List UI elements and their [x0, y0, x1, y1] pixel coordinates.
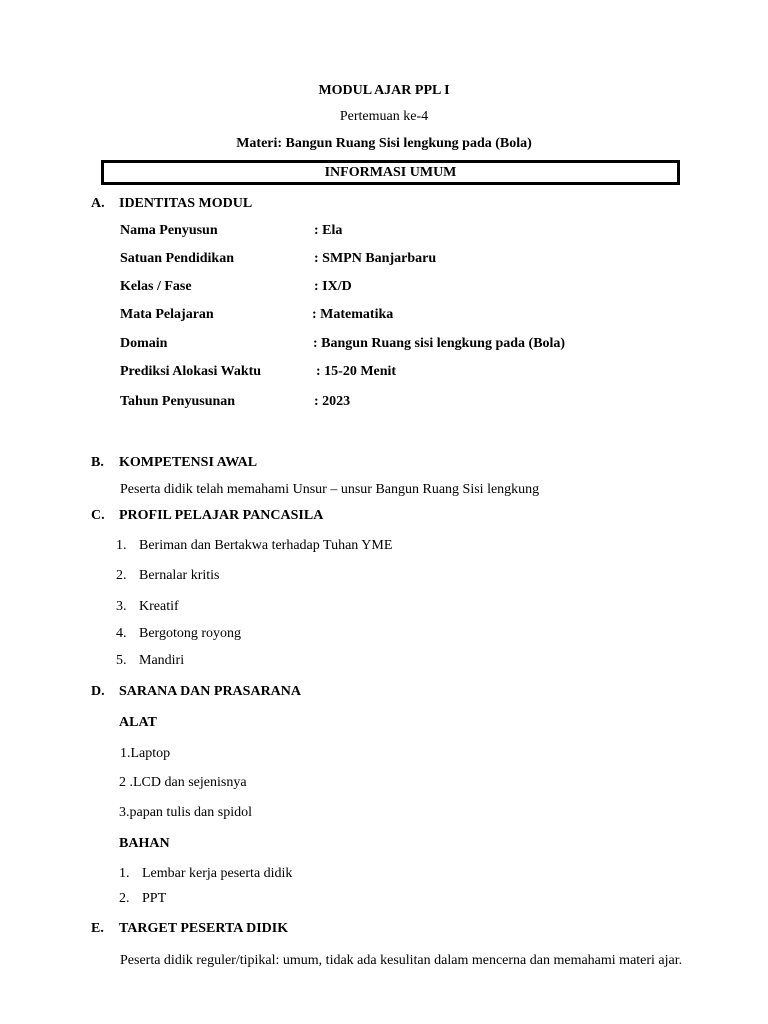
identity-value: : 15-20 Menit: [316, 364, 397, 379]
identity-value: : IX/D: [314, 279, 352, 294]
identity-value: : Matematika: [312, 307, 394, 322]
identity-label: Mata Pelajaran: [120, 307, 214, 322]
list-number: 5.: [116, 653, 127, 668]
document-title: MODUL AJAR PPL I: [318, 83, 450, 98]
list-item: Beriman dan Bertakwa terhadap Tuhan YME: [139, 538, 393, 553]
section-title: SARANA DAN PRASARANA: [119, 684, 302, 699]
section-letter: D.: [91, 684, 105, 699]
list-number: 1.: [119, 866, 130, 881]
list-number: 4.: [116, 626, 127, 641]
section-letter: C.: [91, 508, 105, 523]
list-item: PPT: [142, 891, 167, 906]
identity-label: Nama Penyusun: [120, 223, 218, 238]
list-number: 2.: [116, 568, 127, 583]
section-letter: A.: [91, 196, 105, 211]
list-item: Bernalar kritis: [139, 568, 220, 583]
alat-item: 2 .LCD dan sejenisnya: [119, 775, 247, 790]
section-text: Peserta didik reguler/tipikal: umum, tidak ada kesulitan dalam mencerna dan memahami materi ajar.: [120, 953, 683, 968]
alat-item: 1.Laptop: [120, 746, 171, 761]
list-item: Bergotong royong: [139, 626, 242, 641]
informasi-umum-box: INFORMASI UMUM: [101, 160, 680, 185]
identity-label: Satuan Pendidikan: [120, 251, 234, 266]
section-letter: B.: [91, 455, 104, 470]
identity-label: Kelas / Fase: [120, 279, 192, 294]
section-title: IDENTITAS MODUL: [119, 196, 253, 211]
list-number: 1.: [116, 538, 127, 553]
section-title: PROFIL PELAJAR PANCASILA: [119, 508, 324, 523]
identity-value: : SMPN Banjarbaru: [314, 251, 437, 266]
list-item: Lembar kerja peserta didik: [142, 866, 293, 881]
list-number: 3.: [116, 599, 127, 614]
identity-label: Prediksi Alokasi Waktu: [120, 364, 262, 379]
bahan-heading: BAHAN: [119, 836, 170, 851]
identity-label: Tahun Penyusunan: [120, 394, 236, 409]
section-text: Peserta didik telah memahami Unsur – unsur Bangun Ruang Sisi lengkung: [120, 482, 540, 497]
list-item: Mandiri: [139, 653, 185, 668]
identity-value: : Ela: [314, 223, 343, 238]
section-title: KOMPETENSI AWAL: [119, 455, 258, 470]
list-number: 2.: [119, 891, 130, 906]
identity-value: : 2023: [314, 394, 351, 409]
meeting-label: Pertemuan ke-4: [339, 109, 429, 124]
subject-label: Materi: Bangun Ruang Sisi lengkung pada (Bola): [236, 136, 532, 151]
list-item: Kreatif: [139, 599, 179, 614]
section-title: TARGET PESERTA DIDIK: [119, 921, 289, 936]
section-letter: E.: [91, 921, 104, 936]
alat-item: 3.papan tulis dan spidol: [119, 805, 252, 820]
identity-value: : Bangun Ruang sisi lengkung pada (Bola): [313, 336, 566, 351]
alat-heading: ALAT: [119, 715, 157, 730]
identity-label: Domain: [120, 336, 168, 351]
